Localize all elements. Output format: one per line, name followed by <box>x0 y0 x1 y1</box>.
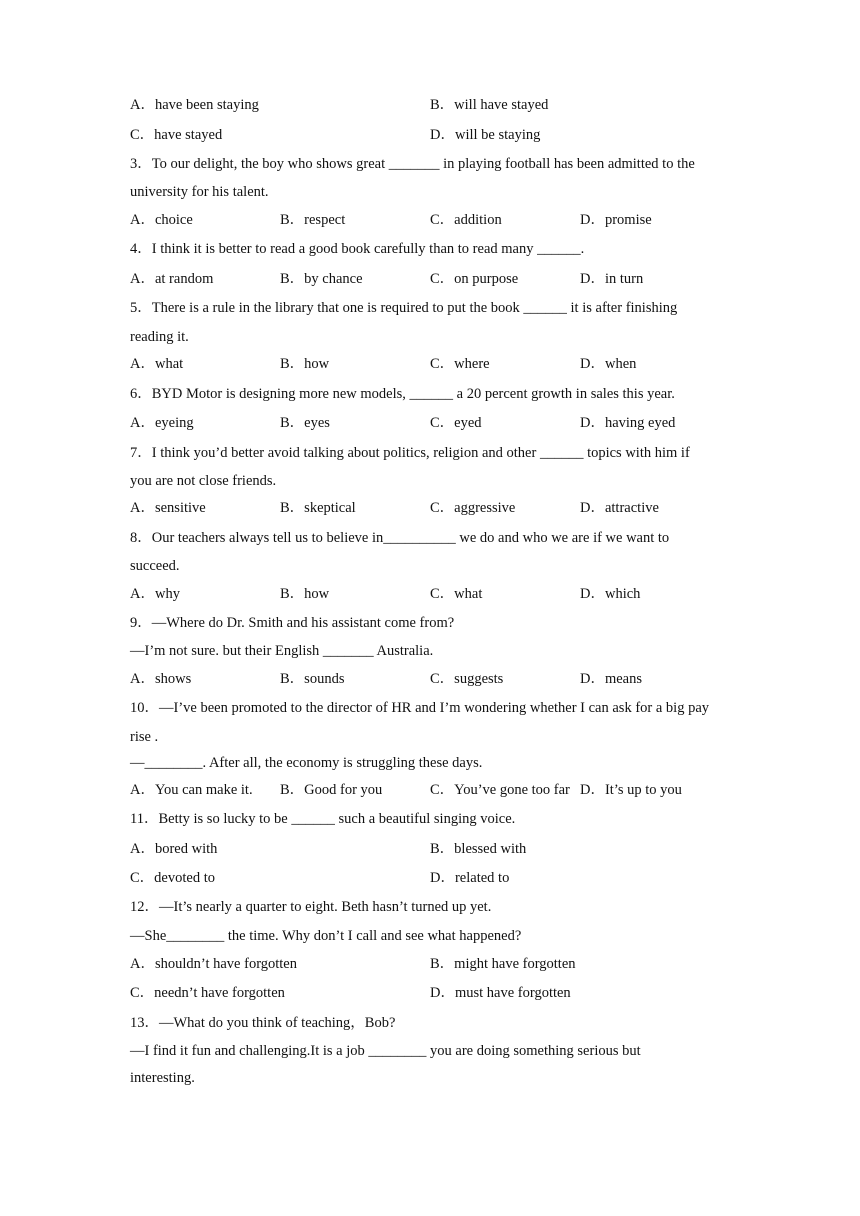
answer-option: D．means <box>580 671 643 687</box>
question-text-line: 11．Betty is so lucky to be ______ such a beautiful singing voice. <box>130 811 516 827</box>
answer-option: C．addition <box>430 212 502 228</box>
answer-option: A．choice <box>130 212 193 228</box>
answer-option: B．respect <box>280 212 346 228</box>
answer-option: D．which <box>580 586 641 602</box>
answer-option: B．sounds <box>280 671 345 687</box>
answer-option: A．bored with <box>130 841 218 857</box>
question-text-line: 5．There is a rule in the library that one is required to put the book ______ it is after finishing <box>130 300 678 316</box>
answer-option: C．where <box>430 356 490 372</box>
answer-option: A．shouldn’t have forgotten <box>130 956 297 972</box>
answer-option: D．related to <box>430 870 510 886</box>
answer-option: D．It’s up to you <box>580 782 682 798</box>
answer-option: B．by chance <box>280 271 363 287</box>
question-text-line: 8．Our teachers always tell us to believe in__________ we do and who we are if we want to <box>130 530 670 546</box>
answer-option: D．promise <box>580 212 652 228</box>
question-text-line: you are not close friends. <box>130 473 277 489</box>
question-text-line: 3．To our delight, the boy who shows great _______ in playing football has been admitted to the <box>130 156 695 172</box>
question-text-line: 13．—What do you think of teaching，Bob? <box>130 1015 396 1031</box>
answer-option: C．needn’t have forgotten <box>130 985 285 1001</box>
question-text-line: 12．—It’s nearly a quarter to eight. Beth hasn’t turned up yet. <box>130 899 492 915</box>
answer-option: B．how <box>280 586 330 602</box>
answer-option: A．what <box>130 356 184 372</box>
answer-option: C．what <box>430 586 483 602</box>
answer-option: B．skeptical <box>280 500 356 516</box>
question-text-line: rise . <box>130 729 159 745</box>
question-text-line: 10．—I’ve been promoted to the director of HR and I’m wondering whether I can ask for a big pay <box>130 700 710 716</box>
question-text-line: 9．—Where do Dr. Smith and his assistant come from? <box>130 615 455 631</box>
answer-option: A．why <box>130 586 180 602</box>
question-text-line: university for his talent. <box>130 184 269 200</box>
answer-option: D．having eyed <box>580 415 676 431</box>
answer-option: D．attractive <box>580 500 659 516</box>
question-text-line: interesting. <box>130 1070 195 1086</box>
question-text-line: —She________ the time. Why don’t I call and see what happened? <box>130 928 522 944</box>
answer-option: B．blessed with <box>430 841 527 857</box>
question-text-line: —I’m not sure. but their English _______ Australia. <box>130 643 434 659</box>
answer-option: C．suggests <box>430 671 504 687</box>
question-text-line: 4．I think it is better to read a good book carefully than to read many ______. <box>130 241 585 257</box>
answer-option: C．on purpose <box>430 271 519 287</box>
question-text-line: —I find it fun and challenging.It is a job ________ you are doing something serious but <box>130 1043 641 1059</box>
answer-option: C．have stayed <box>130 127 223 143</box>
answer-option: D．in turn <box>580 271 644 287</box>
answer-option: C．aggressive <box>430 500 516 516</box>
answer-option: A．at random <box>130 271 214 287</box>
answer-option: B．might have forgotten <box>430 956 576 972</box>
answer-option: A．shows <box>130 671 192 687</box>
answer-option: C．eyed <box>430 415 482 431</box>
answer-option: D．must have forgotten <box>430 985 571 1001</box>
question-text-line: 7．I think you’d better avoid talking about politics, religion and other ______ topics with him if <box>130 445 690 461</box>
answer-option: C．You’ve gone too far <box>430 782 570 798</box>
answer-option: A．eyeing <box>130 415 194 431</box>
answer-option: A．You can make it. <box>130 782 253 798</box>
question-text-line: reading it. <box>130 329 189 345</box>
question-text-line: 6．BYD Motor is designing more new models, ______ a 20 percent growth in sales this year. <box>130 386 675 402</box>
answer-option: B．eyes <box>280 415 330 431</box>
answer-option: C．devoted to <box>130 870 215 886</box>
answer-option: D．when <box>580 356 637 372</box>
answer-option: B．how <box>280 356 330 372</box>
answer-option: D．will be staying <box>430 127 541 143</box>
answer-option: B．will have stayed <box>430 97 549 113</box>
question-text-line: —________. After all, the economy is struggling these days. <box>130 755 483 771</box>
answer-option: A．sensitive <box>130 500 206 516</box>
question-text-line: succeed. <box>130 558 180 574</box>
answer-option: B．Good for you <box>280 782 383 798</box>
answer-option: A．have been staying <box>130 97 259 113</box>
